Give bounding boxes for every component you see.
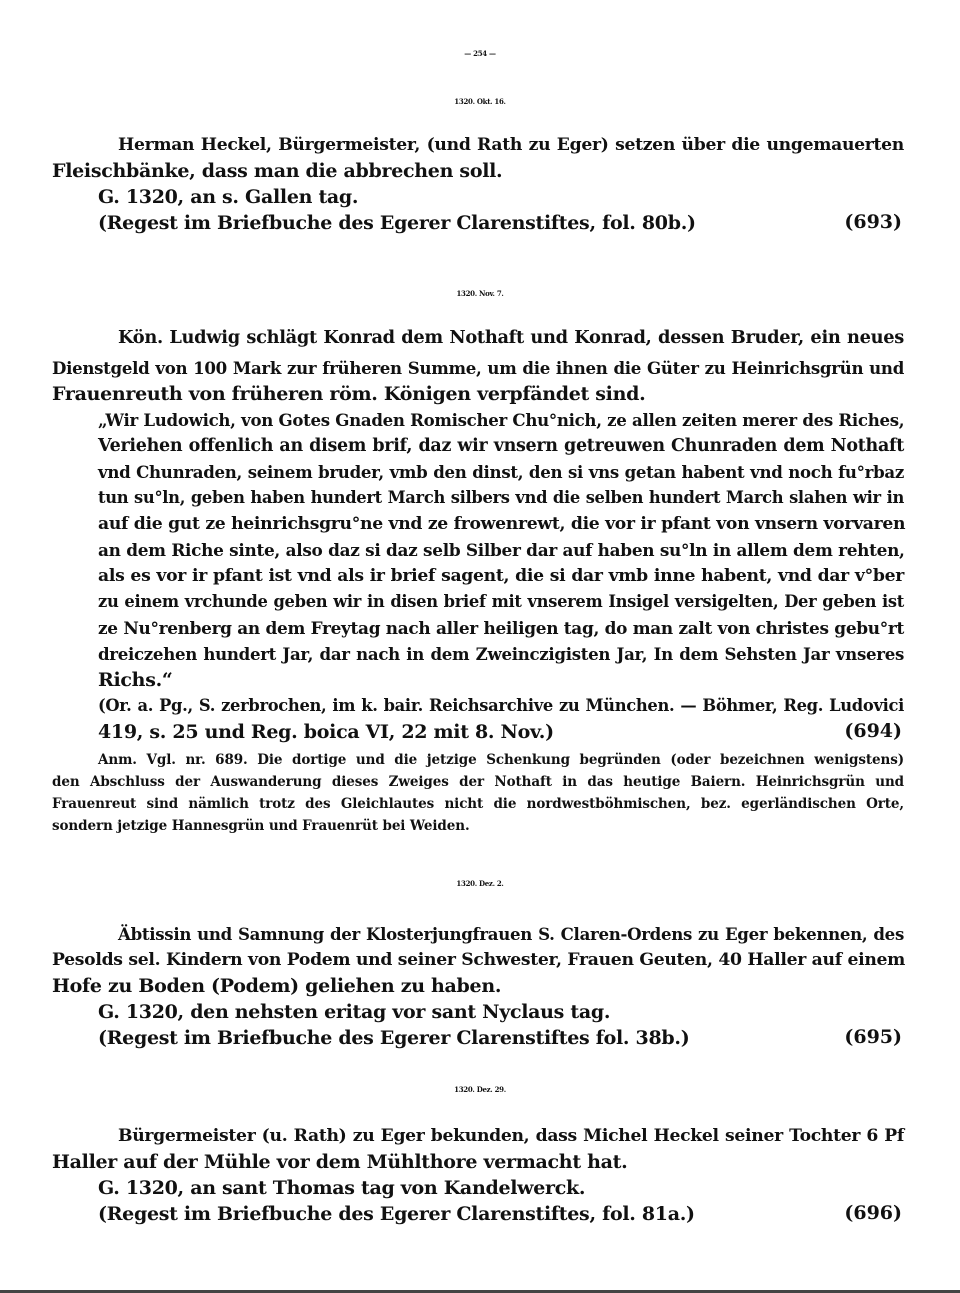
entry-695-line-4: G. 1320, den nehsten eritag vor sant Nyclaus tag.: [98, 1001, 611, 1023]
entry-694-line-1: Kön. Ludwig schlägt Konrad dem Nothaft und Konrad, dessen Bruder, ein neues: [118, 327, 904, 348]
entry-694-note-line-2: den Abschluss der Auswanderung dieses Zweiges der Nothaft in das heutige Baiern. Heinrichsgrün und: [52, 774, 904, 790]
entry-694-line-4: „Wir Ludowich, von Gotes Gnaden Romischer Chu°nich, ze allen zeiten merer des Riches,: [98, 410, 905, 430]
entry-694-line-2: Dienstgeld von 100 Mark zur früheren Summe, um die ihnen die Güter zu Heinrichsgrün und: [52, 358, 904, 378]
entry-695-line-3: Hofe zu Boden (Podem) geliehen zu haben.: [52, 975, 502, 997]
entry-693-number: (693): [844, 211, 902, 233]
entry-694-line-12: ze Nu°renberg an dem Freytag nach aller heiligen tag, do man zalt von christes gebu°rt: [98, 618, 904, 638]
entry-696-line-3: G. 1320, an sant Thomas tag von Kandelwerck.: [98, 1177, 586, 1199]
entry-694-date: 1320. Nov. 7.: [456, 289, 504, 298]
entry-694-number: (694): [844, 720, 902, 742]
entry-695-line-1: Äbtissin und Samnung der Klosterjungfrauen S. Claren-Ordens zu Eger bekennen, des: [118, 924, 904, 944]
entry-695-date: 1320. Dez. 2.: [456, 879, 504, 888]
entry-694-note-line-1: Anm. Vgl. nr. 689. Die dortige und die jetzige Schenkung begründen (oder bezeichnen wenigstens): [98, 752, 904, 768]
entry-696-line-2: Haller auf der Mühle vor dem Mühlthore vermacht hat.: [52, 1151, 628, 1173]
entry-694-line-7: tun su°ln, geben haben hundert March silbers vnd die selben hundert March slahen wir in: [98, 488, 904, 507]
entry-693-line-3: G. 1320, an s. Gallen tag.: [98, 186, 359, 208]
entry-694-line-3: Frauenreuth von früheren röm. Königen verpfändet sind.: [52, 383, 646, 405]
entry-694-line-8: auf die gut ze heinrichsgru°ne vnd ze frowenrewt, die vor ir pfant von vnsern vorvaren: [98, 514, 906, 534]
entry-696-date: 1320. Dez. 29.: [454, 1085, 506, 1094]
entry-693-line-1: Herman Heckel, Bürgermeister, (und Rath zu Eger) setzen über die ungemauerten: [118, 135, 904, 155]
entry-694-line-9: an dem Riche sinte, also daz si daz selb Silber dar auf haben su°ln in allem dem rehten,: [98, 540, 905, 560]
entry-694-line-15: (Or. a. Pg., S. zerbrochen, im k. bair. Reichsarchive zu München. — Böhmer, Reg. Ludovici: [98, 696, 904, 715]
entry-694-line-10: als es vor ir pfant ist vnd als ir brief sagent, die si dar vmb inne habent, vnd dar v°ber: [98, 566, 904, 586]
entry-694-line-11: zu einem vrchunde geben wir in disen brief mit vnserem Insigel versigelten, Der geben ist: [98, 592, 904, 611]
entry-694-line-16: 419, s. 25 und Reg. boica VI, 22 mit 8. Nov.): [98, 721, 554, 743]
entry-696-number: (696): [844, 1202, 902, 1224]
entry-693-date: 1320. Okt. 16.: [454, 97, 506, 106]
entry-696-line-4: (Regest im Briefbuche des Egerer Clarenstiftes, fol. 81a.): [98, 1203, 695, 1225]
entry-694-line-6: vnd Chunraden, seinem bruder, vmb den dinst, den si vns getan habent vnd noch fu°rbaz: [98, 462, 904, 482]
entry-695-line-5: (Regest im Briefbuche des Egerer Clarenstiftes fol. 38b.): [98, 1027, 690, 1049]
entry-693-line-4: (Regest im Briefbuche des Egerer Clarenstiftes, fol. 80b.): [98, 212, 696, 234]
entry-693-line-2: Fleischbänke, dass man die abbrechen soll.: [52, 160, 503, 182]
entry-696-line-1: Bürgermeister (u. Rath) zu Eger bekunden, dass Michel Heckel seiner Tochter 6 Pf: [118, 1126, 904, 1146]
entry-694-note-line-3: Frauenreut sind nämlich trotz des Gleichlautes nicht die nordwestböhmischen, bez. egerländischen Orte,: [52, 796, 904, 812]
entry-694-line-14: Richs.“: [98, 669, 173, 691]
page-number: — 254 —: [464, 49, 496, 58]
entry-694-line-5: Veriehen offenlich an disem brif, daz wir vnsern getreuwen Chunraden dem Nothaft: [98, 436, 904, 456]
entry-694-line-13: dreiczehen hundert Jar, dar nach in dem Zweinczigisten Jar, In dem Sehsten Jar vnseres: [98, 644, 904, 664]
entry-695-number: (695): [844, 1026, 902, 1048]
entry-695-line-2: Pesolds sel. Kindern von Podem und seiner Schwester, Frauen Geuten, 40 Haller auf einem: [52, 950, 906, 970]
entry-694-note-line-4: sondern jetzige Hannesgrün und Frauenrüt bei Weiden.: [52, 818, 470, 834]
